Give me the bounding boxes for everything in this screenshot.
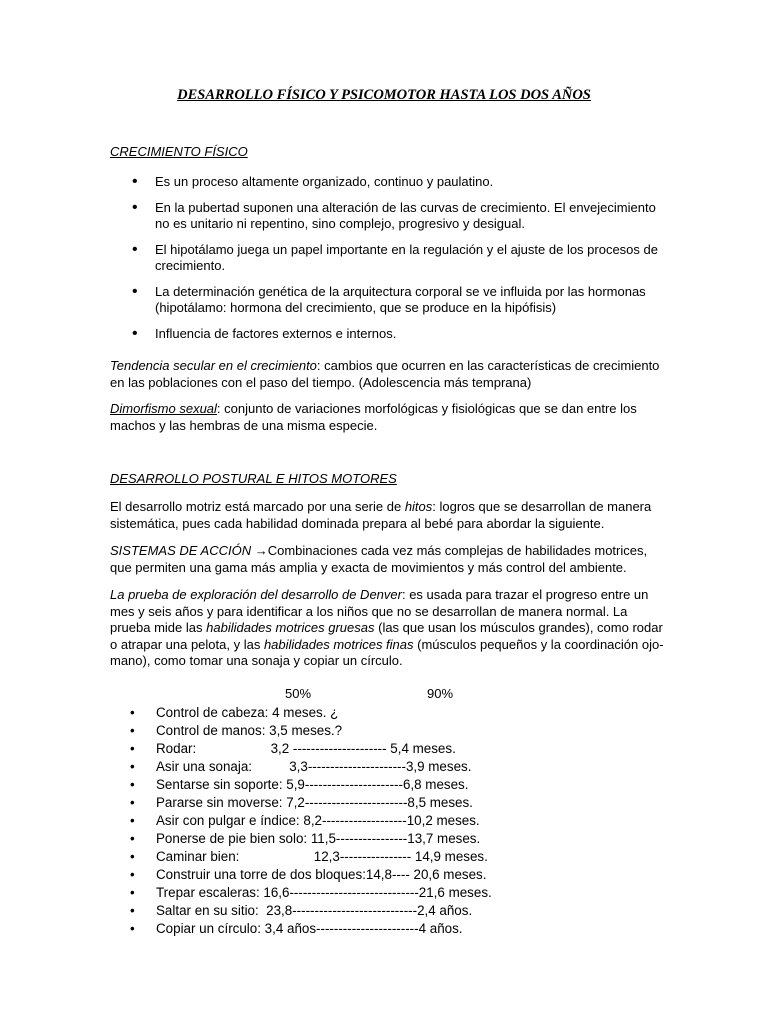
tendencia-paragraph [110, 358, 670, 391]
bullet-item: • La determinación genética de la arquitectura corporal se ve influida por las hormonas (hipotálamo: hormona del crecimiento, que se produce en la hipófisis) [110, 284, 670, 317]
crecimiento-bullet-list [110, 174, 670, 351]
denver-term: La prueba de exploración del desarrollo de Denver [110, 587, 402, 602]
milestone-item: • Pararse sin moverse: 7,2-----------------------8,5 meses. [130, 794, 650, 812]
milestone-item: • Caminar bien: 12,3---------------- 14,9 meses. [130, 848, 650, 866]
denver-text-a: : es usada para trazar el progreso entre un mes y seis años y para identificar a los niños que no se desarrollan de manera normal. La prueba mide las [110, 587, 649, 635]
sistemas-term: SISTEMAS DE ACCIÓN [110, 543, 252, 558]
bullet-item: • El hipotálamo juega un papel importante en la regulación y el ajuste de los procesos de crecimiento. [110, 242, 670, 275]
hitos-text-b: : logros que se desarrollan de manera sistemática, pues cada habilidad dominada prepara al bebé para abordar la siguiente. [110, 499, 652, 531]
milestone-item: • Sentarse sin soporte: 5,9----------------------6,8 meses. [130, 776, 650, 794]
milestones-list [130, 704, 650, 938]
milestone-item: • Control de manos: 3,5 meses.? [130, 722, 650, 740]
hitos-text-a: El desarrollo motriz está marcado por una serie de [110, 499, 405, 514]
dimorfismo-paragraph [110, 401, 670, 434]
tendencia-text: : cambios que ocurren en las características de crecimiento en las poblaciones con el paso del tiempo. (Adolescencia más temprana) [110, 358, 660, 390]
dimorfismo-text: : conjunto de variaciones morfológicas y fisiológicas que se dan entre los machos y las hembras de una misma especie. [110, 401, 637, 433]
milestone-item: • Asir una sonaja: 3,3----------------------3,9 meses. [130, 758, 650, 776]
dimorfismo-term: Dimorfismo sexual [110, 401, 217, 416]
milestone-item: • Ponerse de pie bien solo: 11,5----------------13,7 meses. [130, 830, 650, 848]
milestone-item: • Control de cabeza: 4 meses. ¿ [130, 704, 650, 722]
hitos-paragraph [110, 499, 670, 532]
bullet-item: • Influencia de factores externos e internos. [110, 326, 670, 343]
milestone-item: • Trepar escaleras: 16,6-----------------------------21,6 meses. [130, 884, 650, 902]
sistemas-text: Combinaciones cada vez más complejas de habilidades motrices, que permiten una gama más amplia y exacta de movimientos y más control del ambiente. [110, 543, 648, 575]
column-header-90: 90% [427, 686, 454, 701]
bullet-item: • En la pubertad suponen una alteración de las curvas de crecimiento. El envejecimiento no es unitario ni repentino, sino complejo, progresivo y desigual. [110, 200, 670, 233]
sistemas-paragraph [110, 543, 670, 576]
section-heading-desarrollo-postural: DESARROLLO POSTURAL E HITOS MOTORES [110, 471, 397, 486]
denver-text-b: (las que usan los músculos grandes), como rodar o atrapar una pelota, y las [110, 620, 663, 652]
finas-term: habilidades motrices finas [263, 636, 414, 652]
denver-text-c: (músculos pequeños y la coordinación ojo-mano), como tomar una sonaja y copiar un círculo. [110, 636, 664, 668]
hitos-term: hitos [404, 499, 433, 514]
milestone-item: • Rodar: 3,2 --------------------- 5,4 meses. [130, 740, 650, 758]
bullet-item: • Es un proceso altamente organizado, continuo y paulatino. [110, 174, 670, 191]
milestone-item: • Saltar en su sitio: 23,8----------------------------2,4 años. [130, 902, 650, 920]
milestone-item: • Construir una torre de dos bloques:14,8---- 20,6 meses. [130, 866, 650, 884]
tendencia-term: Tendencia secular en el crecimiento [110, 358, 317, 373]
denver-paragraph [110, 587, 670, 670]
document-title: DESARROLLO FÍSICO Y PSICOMOTOR HASTA LOS DOS AÑOS [177, 87, 591, 103]
gruesas-term: habilidades motrices gruesas [206, 620, 375, 635]
column-header-50: 50% [285, 686, 312, 701]
section-heading-crecimiento: CRECIMIENTO FÍSICO [110, 144, 248, 159]
milestone-item: • Copiar un círculo: 3,4 años-----------------------4 años. [130, 920, 650, 938]
arrow-icon: → [254, 543, 268, 558]
milestone-item: • Asir con pulgar e índice: 8,2-------------------10,2 meses. [130, 812, 650, 830]
